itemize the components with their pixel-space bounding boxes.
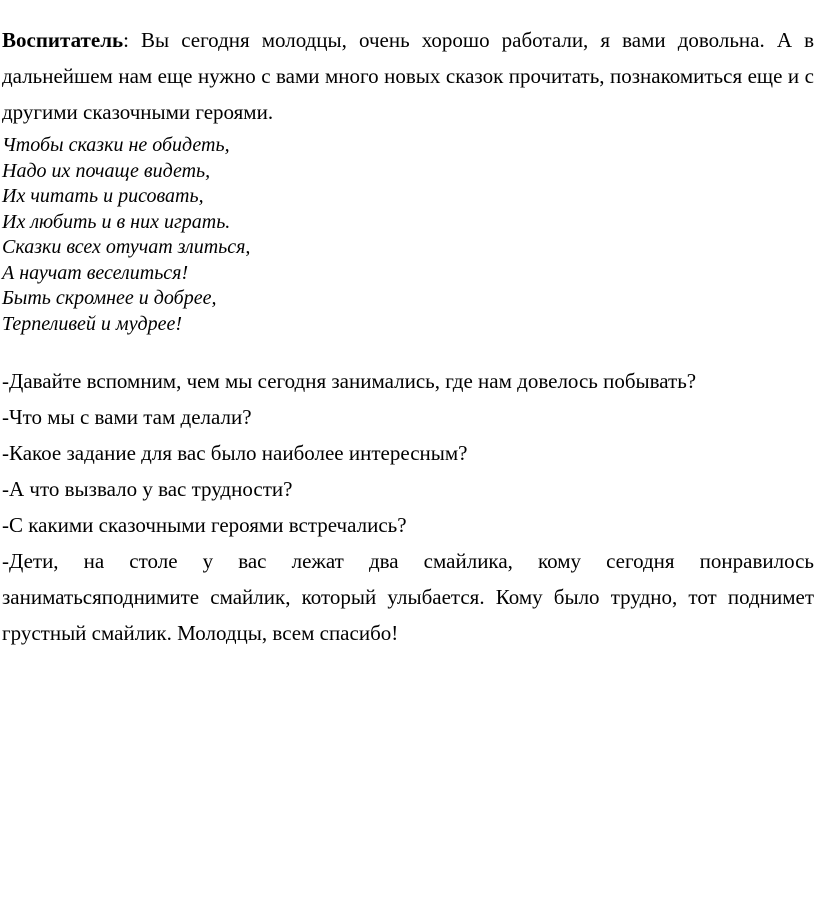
intro-text: : Вы сегодня молодцы, очень хорошо работали, я вами довольна. А в дальнейшем нам еще нужно с вами много новых сказок прочитать, познакомиться еще и с другими сказочными героями. (2, 28, 814, 124)
poem-line: Сказки всех отучат злиться, (2, 236, 251, 258)
closing-paragraph: -Дети, на столе у вас лежат два смайлика, кому сегодня понравилось заниматьсяподнимите смайлик, который улыбается. Кому было трудно, тот поднимет грустный смайлик. Молодцы, всем спасибо! (2, 549, 814, 645)
poem-line: Терпеливей и мудрее! (2, 312, 183, 335)
speaker-label: Воспитатель (2, 28, 124, 52)
poem-line: Их читать и рисовать, (2, 185, 204, 207)
intro-paragraph (2, 22, 814, 130)
question-line: -Какое задание для вас было наиболее интересным? (2, 441, 468, 465)
question-line: -Что мы с вами там делали? (2, 405, 252, 429)
document-page (2, 22, 814, 651)
poem-line: А научат веселиться! (2, 261, 189, 284)
poem-line: Надо их почаще видеть, (2, 159, 211, 182)
poem (2, 133, 814, 337)
poem-line: Чтобы сказки не обидеть, (2, 134, 230, 156)
question-line: -С какими сказочными героями встречались? (2, 513, 407, 537)
poem-line: Быть скромнее и добрее, (2, 287, 217, 309)
questions-list (2, 363, 814, 651)
poem-line: Их любить и в них играть. (2, 210, 231, 233)
question-line: -А что вызвало у вас трудности? (2, 477, 293, 501)
question-line: -Давайте вспомним, чем мы сегодня занимались, где нам довелось побывать? (2, 369, 697, 393)
